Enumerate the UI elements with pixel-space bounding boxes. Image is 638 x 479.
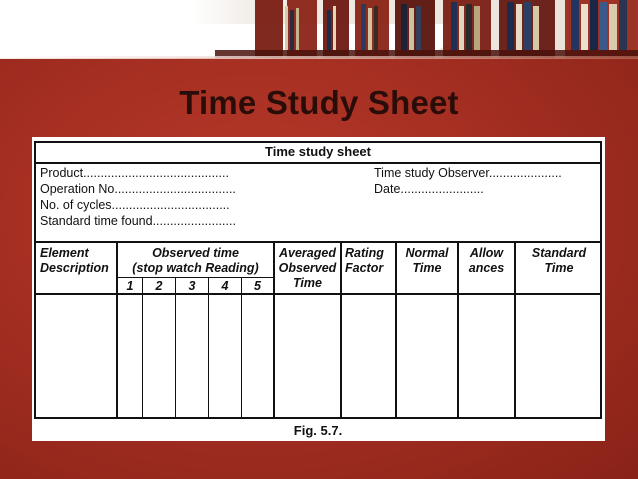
library-header-image [0,0,638,58]
slide-title: Time Study Sheet [179,84,459,121]
col-line-r3 [208,278,209,419]
col-averaged-line3: Time [293,276,322,290]
col-line-3 [340,241,342,419]
bookshelves-image [215,0,638,58]
col-reading-2: 2 [155,279,163,293]
col-reading-4: 4 [221,279,229,293]
col-observed-line2: (stop watch Reading) [132,261,259,275]
col-standard-line2: Time [544,261,574,275]
header-edge [0,56,638,59]
col-allowances-line1: Allow [469,246,504,260]
column-header-rule [34,293,602,295]
col-normal-line1: Normal [405,246,449,260]
col-line-r2 [175,278,176,419]
col-observed-line1: Observed time [152,246,239,260]
field-product: Product.......................................... [40,166,229,180]
col-reading-3: 3 [188,279,196,293]
field-operation-no: Operation No................................... [40,182,236,196]
field-time-study-observer: Time study Observer..................... [374,166,562,180]
col-element-line2: Description [40,261,109,275]
col-allowances-line2: ances [468,261,505,275]
col-averaged-line2: Observed [278,261,337,275]
col-reading-5: 5 [254,279,261,293]
time-study-sheet-image [32,137,605,441]
field-standard-time-found: Standard time found........................ [40,214,236,228]
col-averaged-line1: Averaged [279,246,336,260]
field-no-of-cycles: No. of cycles.................................. [40,198,230,212]
col-line-r4 [241,278,242,419]
col-rating-line1: Rating [345,246,384,260]
col-element-line1: Element [40,246,89,260]
col-normal-line2: Time [412,261,442,275]
field-date: Date........................ [374,182,484,196]
col-line-r1 [142,278,143,419]
heading-rule [34,162,602,164]
col-standard-line1: Standard [531,246,587,260]
fields-rule [34,241,602,243]
col-reading-1: 1 [126,279,134,293]
sheet-heading: Time study sheet [265,144,371,159]
col-rating-line2: Factor [345,261,384,275]
figure-caption: Fig. 5.7. [293,423,343,438]
